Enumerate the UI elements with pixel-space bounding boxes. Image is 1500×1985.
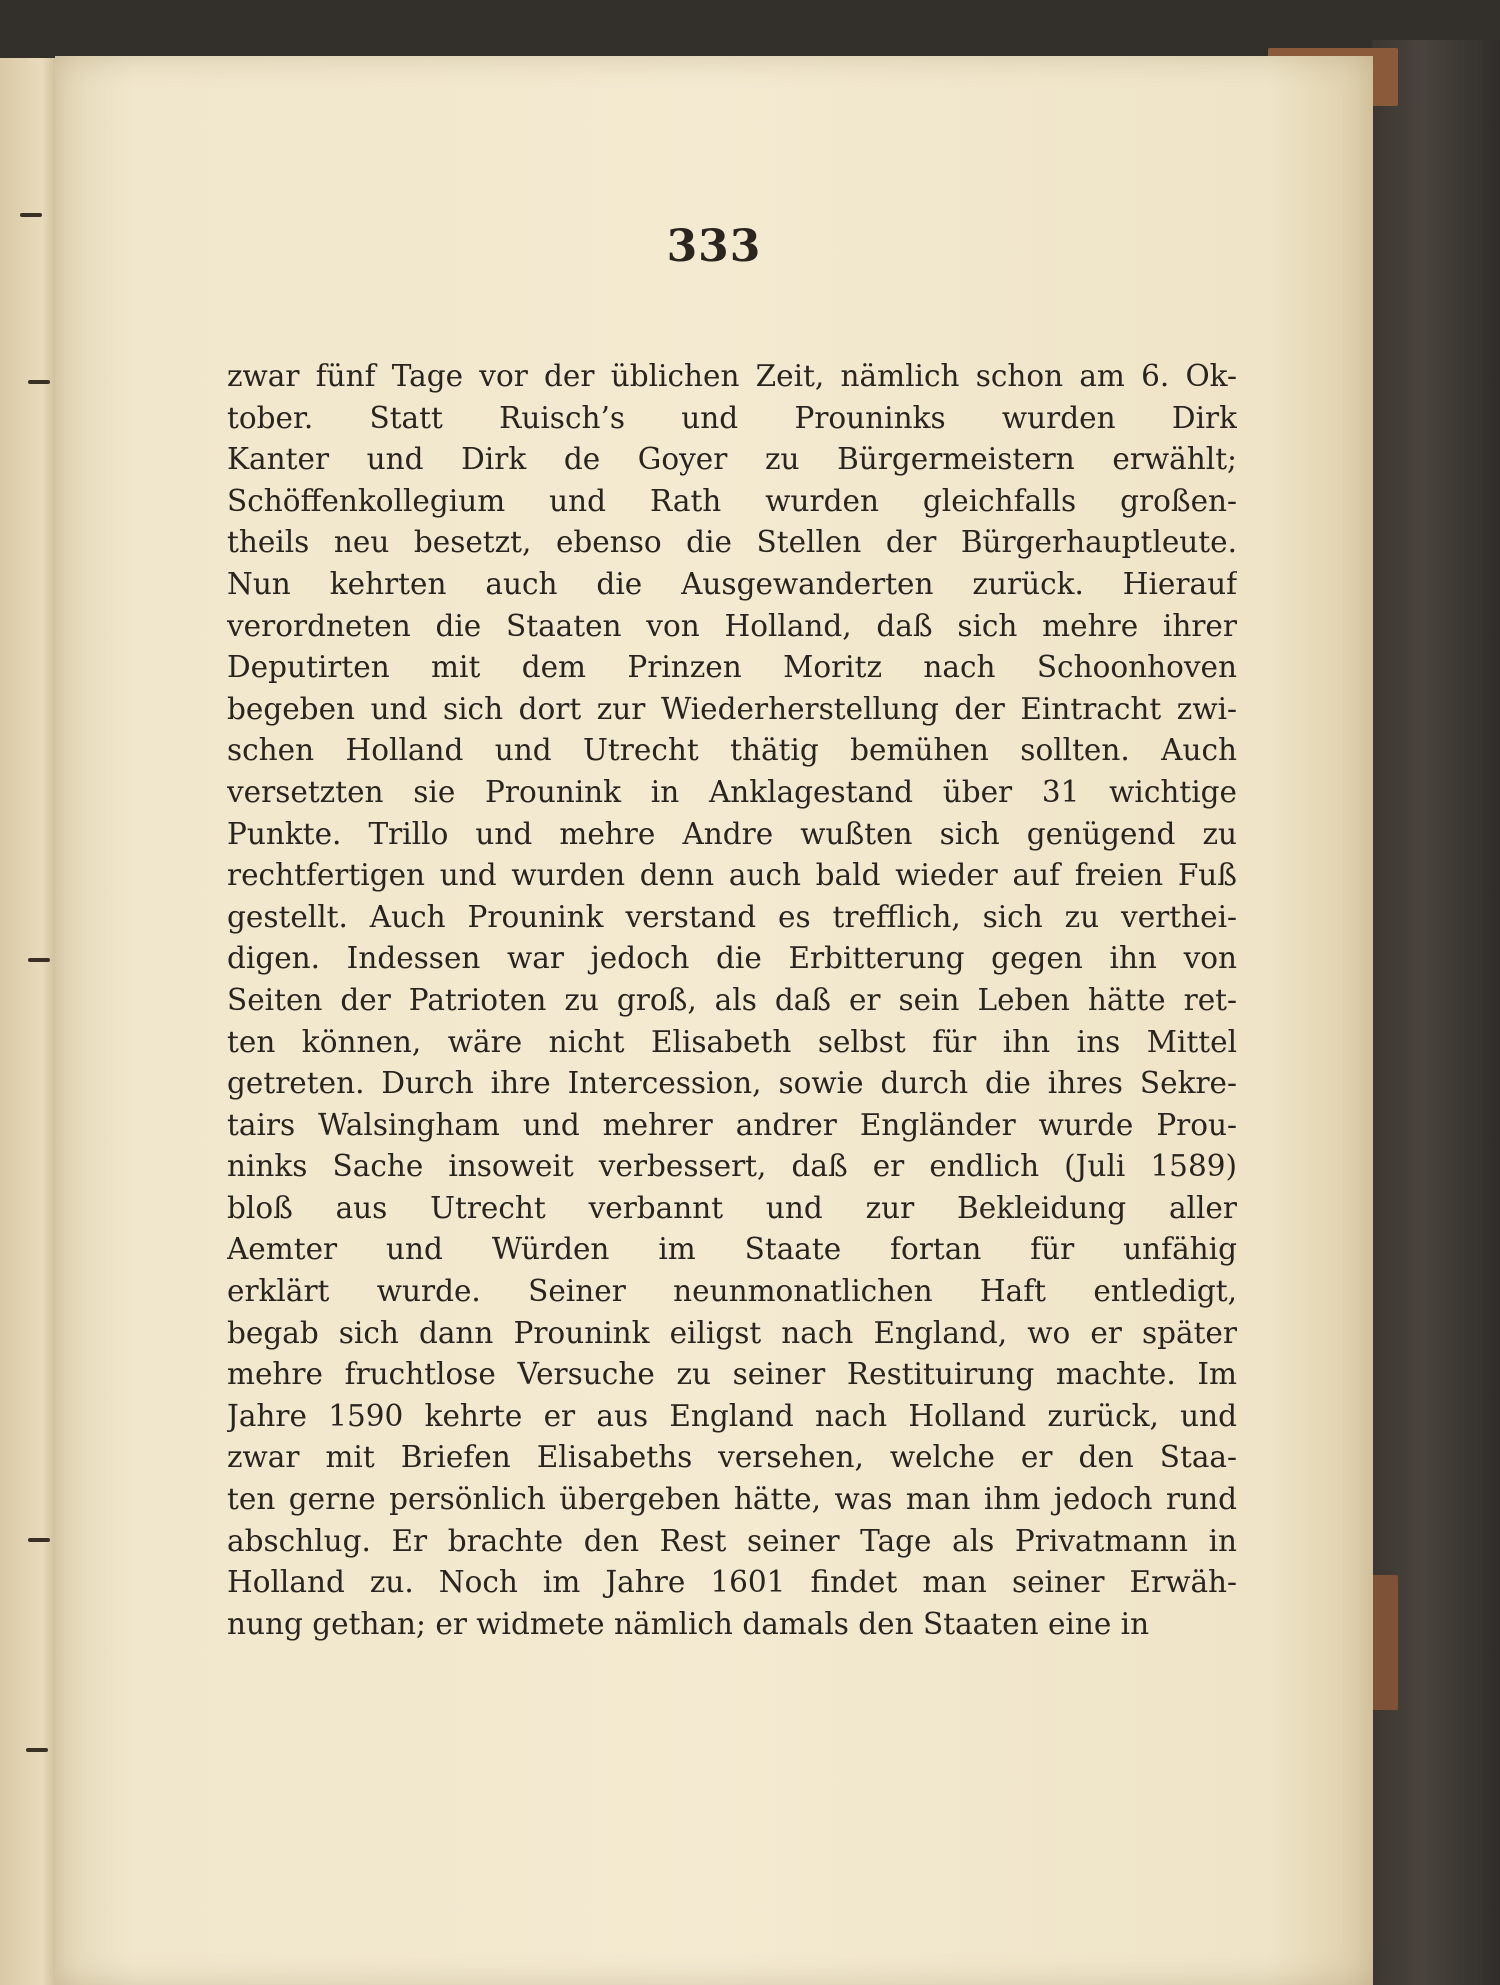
text-line: Schöffenkollegium und Rath wurden gleichfalls großen- (227, 483, 1237, 518)
text-line: Kanter und Dirk de Goyer zu Bürgermeistern erwählt; (227, 442, 1237, 477)
text-line: begeben und sich dort zur Wiederherstellung der Eintracht zwi- (227, 691, 1237, 726)
binding-stitch (20, 213, 42, 217)
text-line: Jahre 1590 kehrte er aus England nach Holland zurück, und (227, 1398, 1237, 1433)
text-line: Punkte. Trillo und mehre Andre wußten sich genügend zu (227, 816, 1237, 851)
text-line: digen. Indessen war jedoch die Erbitterung gegen ihn von (227, 941, 1237, 976)
text-line: ten können, wäre nicht Elisabeth selbst für ihn ins Mittel (227, 1024, 1237, 1059)
text-line: zwar mit Briefen Elisabeths versehen, welche er den Staa- (227, 1440, 1237, 1475)
text-line: zwar fünf Tage vor der üblichen Zeit, nämlich schon am 6. Ok- (227, 359, 1237, 393)
text-line: gestellt. Auch Prounink verstand es trefflich, sich zu verthei- (227, 899, 1237, 934)
text-line: ten gerne persönlich übergeben hätte, was man ihm jedoch rund (227, 1482, 1237, 1517)
body-text (227, 356, 1237, 1645)
book-page (55, 56, 1373, 1985)
text-line: verordneten die Staaten von Holland, daß sich mehre ihrer (227, 608, 1237, 643)
text-line: Deputirten mit dem Prinzen Moritz nach Schoonhoven (227, 650, 1237, 685)
text-line: tairs Walsingham und mehrer andrer Engländer wurde Prou- (227, 1107, 1237, 1142)
text-line: versetzten sie Prounink in Anklagestand über 31 wichtige (227, 774, 1237, 809)
page-number: 333 (666, 221, 762, 272)
text-line: Seiten der Patrioten zu groß, als daß er sein Leben hätte ret- (227, 982, 1237, 1017)
text-line: schen Holland und Utrecht thätig bemühen sollten. Auch (227, 733, 1237, 768)
binding-stitch (26, 1748, 48, 1752)
text-line: nung gethan; er widmete nämlich damals den Staaten eine in (227, 1606, 1150, 1641)
binding-stitch (28, 958, 50, 962)
text-line: ninks Sache insoweit verbessert, daß er endlich (Juli 1589) (227, 1149, 1237, 1184)
binding-stitch (28, 380, 50, 384)
text-line: Holland zu. Noch im Jahre 1601 findet man seiner Erwäh- (227, 1565, 1237, 1600)
text-line: getreten. Durch ihre Intercession, sowie durch die ihres Sekre- (227, 1066, 1237, 1101)
text-line: abschlug. Er brachte den Rest seiner Tage als Privatmann in (227, 1523, 1237, 1558)
text-line: mehre fruchtlose Versuche zu seiner Restituirung machte. Im (227, 1357, 1237, 1392)
binding-stitch (28, 1538, 50, 1542)
text-line: bloß aus Utrecht verbannt und zur Bekleidung aller (227, 1190, 1237, 1225)
text-line: Nun kehrten auch die Ausgewanderten zurück. Hierauf (227, 566, 1237, 601)
text-line: Aemter und Würden im Staate fortan für unfähig (227, 1232, 1237, 1267)
text-line: tober. Statt Ruisch’s und Prouninks wurden Dirk (227, 400, 1237, 435)
text-line: erklärt wurde. Seiner neunmonatlichen Haft entledigt, (227, 1274, 1237, 1309)
text-line: theils neu besetzt, ebenso die Stellen der Bürgerhauptleute. (227, 525, 1237, 560)
facing-page-edge (0, 58, 60, 1985)
text-line: begab sich dann Prounink eiligst nach England, wo er später (227, 1315, 1237, 1350)
text-line: rechtfertigen und wurden denn auch bald wieder auf freien Fuß (227, 858, 1237, 893)
